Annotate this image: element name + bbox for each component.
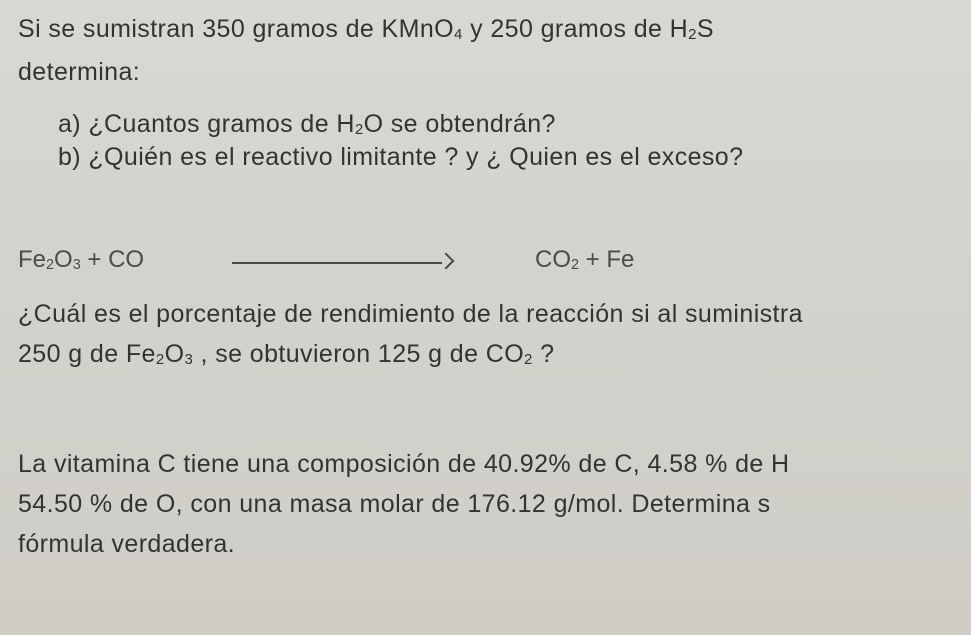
reaction-arrow-line xyxy=(232,262,442,264)
question-b: b) ¿Quién es el reactivo limitante ? y ¿ Quien es el exceso? xyxy=(58,143,744,171)
problem2-line2: 250 g de $Fe_2O_3$ , se obtuvieron 125 g de $CO_2$ ? xyxy=(18,340,555,368)
problem1-line1: Si se sumistran 350 gramos de KMnO$_4$ y 250 gramos de $H_2S$ xyxy=(18,15,714,43)
problem1-line2: determina: xyxy=(18,58,141,86)
problem3-line1: La vitamina C tiene una composición de 40.92% de C, 4.58 % de H xyxy=(18,450,790,478)
question-a: a) ¿Cuantos gramos de $H_2O$ se obtendrán? xyxy=(58,110,556,138)
reaction-arrow-icon xyxy=(438,253,455,270)
problem3-line2: 54.50 % de O, con una masa molar de 176.12 g/mol. Determina s xyxy=(18,490,771,518)
problem2-line1: ¿Cuál es el porcentaje de rendimiento de la reacción si al suministra xyxy=(18,300,803,328)
reaction-reactants: $Fe_2O_3$ + CO xyxy=(18,246,145,273)
reaction-products: $CO_2 + Fe$ xyxy=(535,246,635,273)
problem3-line3: fórmula verdadera. xyxy=(18,530,236,558)
